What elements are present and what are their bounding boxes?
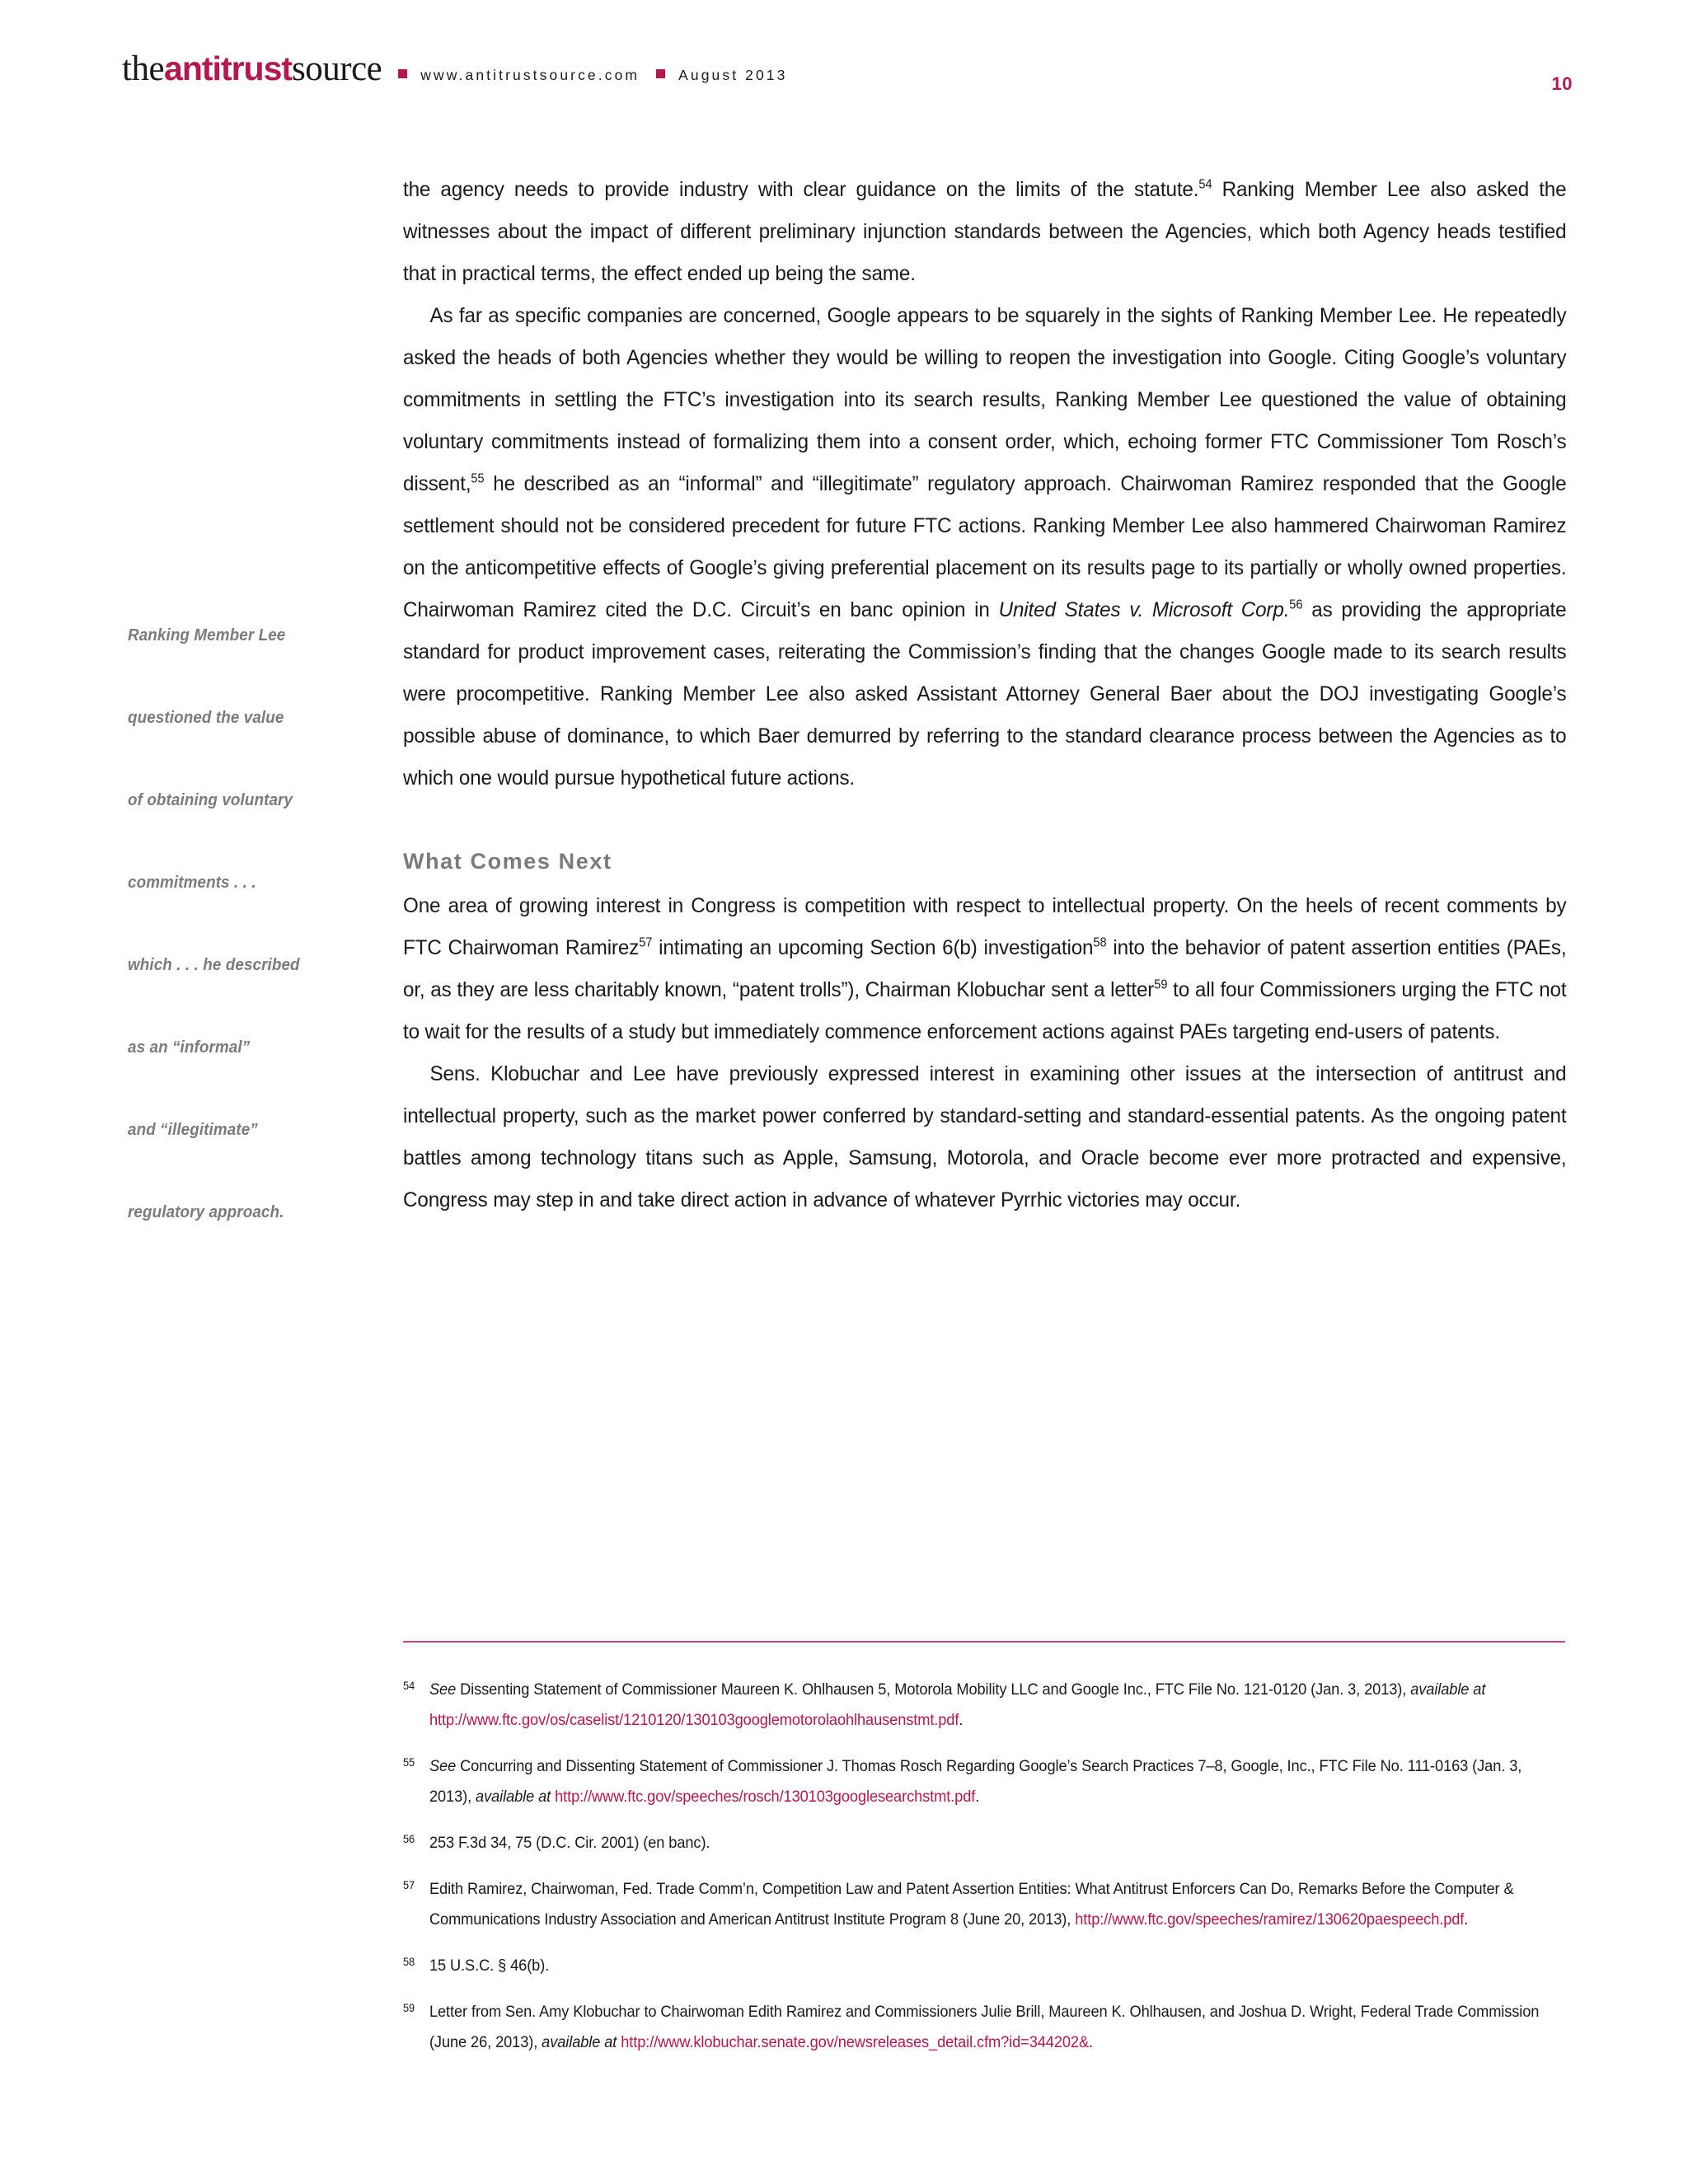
footnote-number: 55 — [403, 1756, 415, 1769]
body-paragraph: Sens. Klobuchar and Lee have previously expressed interest in examining other issues at the intersection of antitrust and intellectual property, such as the market power conferred by standard-setting and standard-essential patents. As the ongoing patent battles among technology titans such as Apple, Samsung, Motorola, and Oracle become ever more protracted and expensive, Congress may step in and take direct action in advance of whatever Pyrrhic victories may occur. — [403, 1062, 1567, 1212]
footnote-divider — [403, 1641, 1565, 1643]
footnote-number: 54 — [403, 1680, 415, 1692]
footnote-item — [403, 1751, 1565, 1812]
footnote-item — [403, 1828, 1565, 1858]
body-paragraph: One area of growing interest in Congress is competition with respect to intellectual property. On the heels of recent comments by FTC Chairwoman Ramirez$^{57}$ intimating an upcoming Section 6(b) investigation$^{58}$ into the behavior of patent assertion entities (PAEs, or, as they are less charitably known, “patent trolls”), Chairman Klobuchar sent a letter$^{59}$ to all four Commissioners urging the FTC not to wait for the results of a study but immediately commence enforcement actions against PAEs targeting end-users of patents. — [403, 894, 1567, 1043]
footnote-number: 56 — [403, 1833, 415, 1845]
footnote-text: Letter from Sen. Amy Klobuchar to Chairwoman Edith Ramirez and Commissioners Julie Brill, Maureen K. Ohlhausen, and Joshua D. Wright, Federal Trade Commission (June 26, 2013), available at http://www.klobuchar.senate.gov/newsreleases_detail.cfm?id=344202&. — [429, 2003, 1540, 2051]
footnote-item — [403, 1951, 1565, 1981]
masthead-issue-date: August 2013 — [678, 67, 788, 83]
footnote-item — [403, 1675, 1565, 1736]
body-paragraph: the agency needs to provide industry with clear guidance on the limits of the statute.$^{54}$ Ranking Member Lee also asked the witnesses about the impact of different preliminary injunction standards between the Agencies, which both Agency heads testified that in practical terms, the effect ended up being the same. — [403, 177, 1567, 285]
footnote-number: 59 — [403, 2002, 415, 2014]
pull-quote — [128, 626, 375, 1286]
publication-logo — [122, 51, 382, 87]
footnote-text: Edith Ramirez, Chairwoman, Fed. Trade Comm’n, Competition Law and Patent Assertion Entities: What Antitrust Enforcers Can Do, Remarks Before the Computer & Communications Industry Association and American Antitrust Institute Program 8 (June 20, 2013), http://www.ftc.gov/speeches/ramirez/130620paespeech.pdf. — [429, 1880, 1514, 1929]
pull-quote-line: regulatory approach. — [128, 1202, 284, 1221]
pull-quote-line: of obtaining voluntary — [128, 790, 293, 809]
logo-word-the: the — [122, 49, 165, 88]
footnote-text: See Concurring and Dissenting Statement of Commissioner J. Thomas Rosch Regarding Google’s Search Practices 7–8, Google, Inc., FTC File No. 111-0163 (Jan. 3, 2013), available at http://www.ftc.gov/speeches/rosch/130103googlesearchstmt.pdf. — [429, 1757, 1522, 1806]
pull-quote-line: which . . . he described — [128, 955, 300, 974]
pull-quote-line: as an “informal” — [128, 1038, 251, 1057]
main-text-column — [403, 169, 1567, 1221]
footnote-number: 58 — [403, 1956, 415, 1968]
pull-quote-line: Ranking Member Lee — [128, 626, 286, 644]
square-bullet-icon — [656, 69, 665, 78]
logo-word-source: source — [292, 49, 382, 88]
masthead — [122, 51, 1573, 97]
footnote-number: 57 — [403, 1879, 415, 1891]
pull-quote-line: questioned the value — [128, 708, 284, 727]
logo-word-antitrust: antitrust — [164, 49, 293, 87]
footnote-item — [403, 1874, 1565, 1935]
footnote-text: 15 U.S.C. § 46(b). — [429, 1957, 550, 1975]
masthead-website: www.antitrustsource.com — [420, 67, 640, 83]
footnotes-block — [403, 1675, 1567, 2074]
body-paragraph: As far as specific companies are concerned, Google appears to be squarely in the sights of Ranking Member Lee. He repeatedly asked the heads of both Agencies whether they would be willing to reopen the investigation into Google. Citing Google’s voluntary commitments in settling the FTC’s investigation into its search results, Ranking Member Lee questioned the value of obtaining voluntary commitments instead of formalizing them into a consent order, which, echoing former FTC Commissioner Tom Rosch’s dissent,$^{55}$ he described as an “informal” and “illegitimate” regulatory approach. Chairwoman Ramirez responded that the Google settlement should not be considered precedent for future FTC actions. Ranking Member Lee also hammered Chairwoman Ramirez on the anticompetitive effects of Google’s giving preferential placement on its results page to its partially or wholly owned properties. Chairwoman Ramirez cited the D.C. Circuit’s en banc opinion in United States v. Microsoft Corp.$^{56}$ as providing the appropriate standard for product improvement cases, reiterating the Commission’s finding that the changes Google made to its search results were procompetitive. Ranking Member Lee also asked Assistant Attorney General Baer about the DOJ investigating Google’s possible abuse of dominance, to which Baer demurred by referring to the standard clearance process between the Agencies as to which one would pursue hypothetical future actions. — [403, 304, 1567, 790]
section-heading: What Comes Next — [403, 849, 612, 874]
footnote-item — [403, 1997, 1565, 2058]
footnote-text: 253 F.3d 34, 75 (D.C. Cir. 2001) (en banc). — [429, 1834, 710, 1852]
page-number: 10 — [1551, 73, 1573, 94]
pull-quote-line: and “illegitimate” — [128, 1120, 258, 1139]
footnote-text: See Dissenting Statement of Commissioner Maureen K. Ohlhausen 5, Motorola Mobility LLC and Google Inc., FTC File No. 121-0120 (Jan. 3, 2013), available at http://www.ftc.gov/os/caselist/1210120/130103googlemotorolaohlhausenstmt.pdf. — [429, 1680, 1486, 1729]
square-bullet-icon — [398, 69, 407, 78]
pull-quote-line: commitments . . . — [128, 873, 256, 892]
